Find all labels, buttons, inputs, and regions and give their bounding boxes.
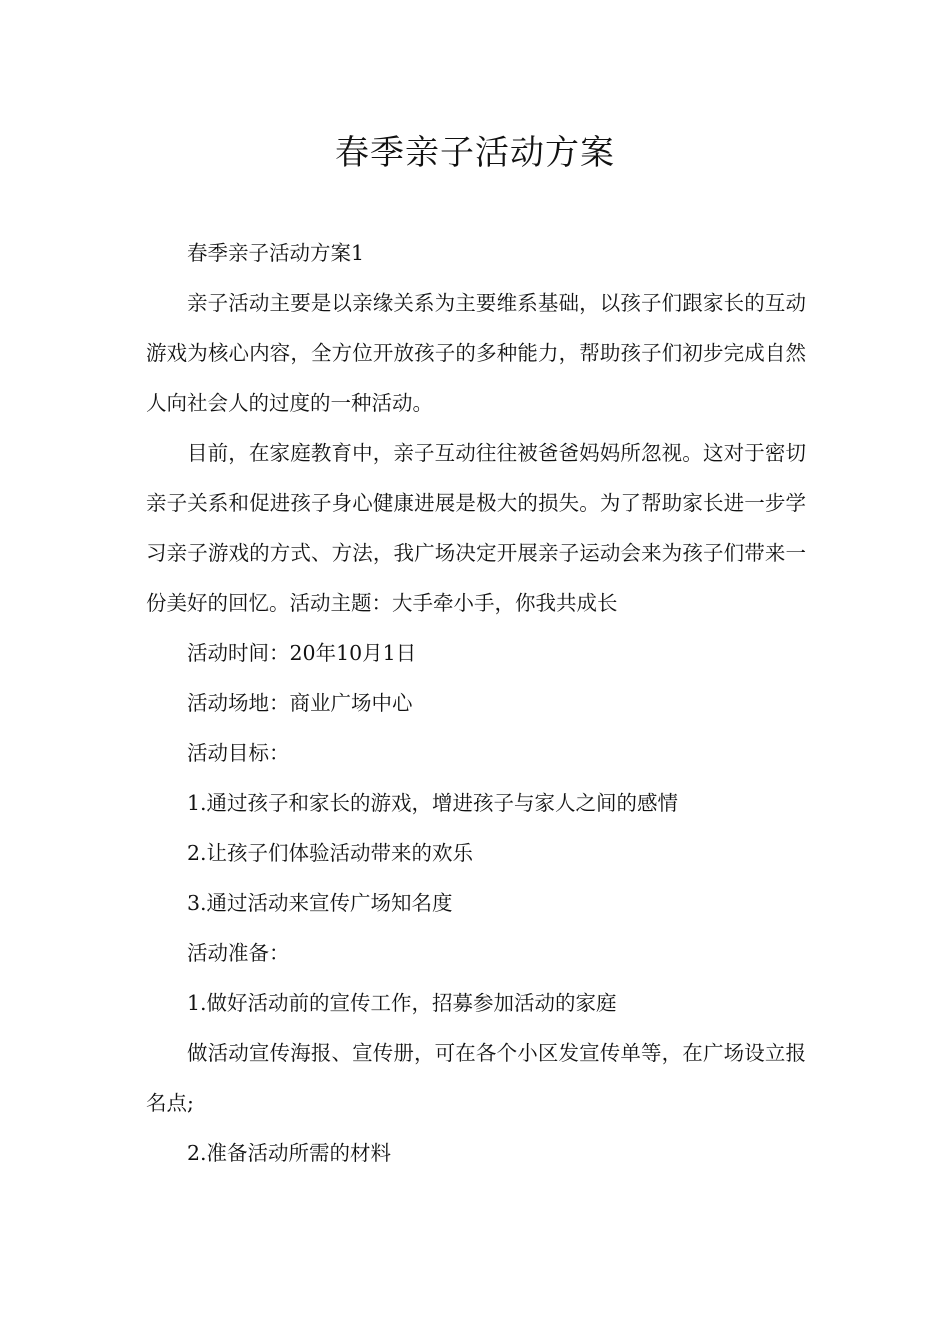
paragraph-prep-1-detail: 做活动宣传海报、宣传册，可在各个小区发宣传单等，在广场设立报名点; [146,1041,806,1115]
paragraph-prep-heading: 活动准备： [187,941,290,965]
paragraph-goal-3: 3.通过活动来宣传广场知名度 [187,891,453,915]
paragraph-venue: 活动场地：商业广场中心 [187,691,413,715]
paragraph-goals-heading: 活动目标： [187,741,290,765]
paragraph-prep-1: 1.做好活动前的宣传工作，招募参加活动的家庭 [187,991,617,1015]
document-title: 春季亲子活动方案 [335,133,615,173]
paragraph-goal-1: 1.通过孩子和家长的游戏，增进孩子与家人之间的感情 [187,791,679,815]
paragraph-prep-2: 2.准备活动所需的材料 [187,1141,392,1165]
paragraph-intro: 亲子活动主要是以亲缘关系为主要维系基础，以孩子们跟家长的互动游戏为核心内容，全方位开放孩子的多种能力，帮助孩子们初步完成自然人向社会人的过度的一种活动。 [146,291,806,415]
document-body [146,228,806,1178]
paragraph-subtitle: 春季亲子活动方案1 [187,241,365,265]
paragraph-time: 活动时间：20年10月1日 [187,641,417,665]
paragraph-goal-2: 2.让孩子们体验活动带来的欢乐 [187,841,474,865]
paragraph-background: 目前，在家庭教育中，亲子互动往往被爸爸妈妈所忽视。这对于密切亲子关系和促进孩子身心健康进展是极大的损失。为了帮助家长进一步学习亲子游戏的方式、方法，我广场决定开展亲子运动会来为孩子们带来一份美好的回忆。活动主题：大手牵小手，你我共成长 [146,441,806,615]
